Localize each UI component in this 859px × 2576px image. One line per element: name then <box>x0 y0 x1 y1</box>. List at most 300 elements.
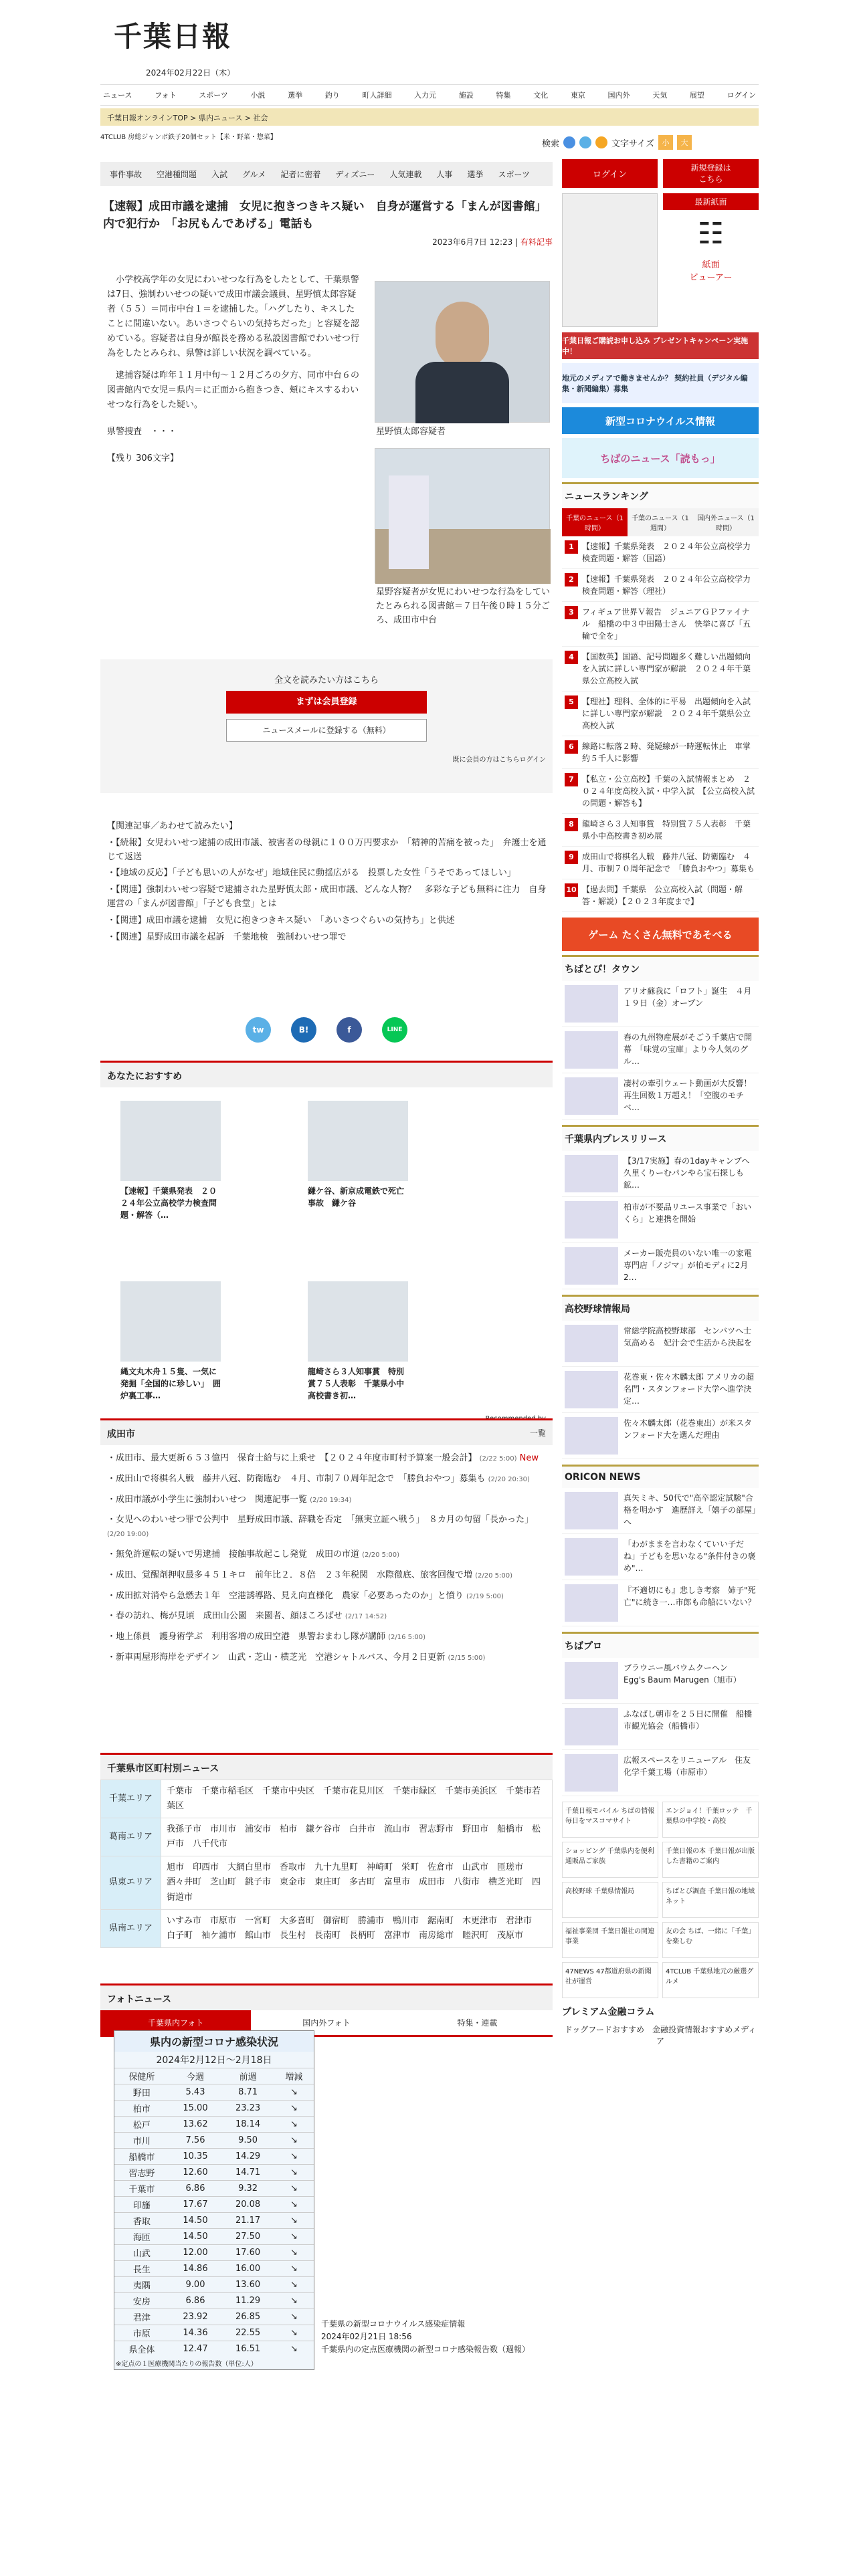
corona-cell: 14.36 <box>169 2325 222 2341</box>
corona-cell: ↘ <box>274 2261 314 2277</box>
chipro-item[interactable] <box>562 1658 759 1704</box>
news-date: (2/19 5:00) <box>466 1592 504 1600</box>
share-buttons <box>100 1017 553 1043</box>
corona-cell: 6.86 <box>169 2293 222 2309</box>
nav-item[interactable]: 施設 <box>458 91 474 100</box>
corona-cell: ↘ <box>274 2341 314 2357</box>
category-tab[interactable]: ディズニー <box>335 169 375 179</box>
koshien-title: 常総学院高校野球部 センバツへ士気高める 妃汁会で生活から決起を <box>624 1326 753 1348</box>
corona-note: ※定点の１医療機関当たりの報告数（単位:人） <box>116 2361 258 2368</box>
rank-number: 1 <box>565 540 578 554</box>
narita-news-item[interactable]: ・成田山で将棋名人戦 藤井八冠、防衛臨む ４月、市制７０周年記念で 「勝負おやつ」募集も (2/20 20:30) <box>107 1473 530 1484</box>
corona-cell: 23.23 <box>221 2101 274 2117</box>
category-tab[interactable]: スポーツ <box>498 169 530 179</box>
corona-cell: 21.17 <box>221 2213 274 2229</box>
related-link[interactable]: ・【関連】星野成田市議を起訴 千葉地検 強制わいせつ罪で <box>107 932 347 942</box>
service-grid <box>562 1802 759 1998</box>
news-date: (2/20 5:00) <box>475 1572 513 1580</box>
facebook-share-icon[interactable]: f <box>337 1017 362 1043</box>
related-link[interactable]: ・【関連】強制わいせつ容疑で逮捕された星野慎太郎・成田市議、どんな人物？ 多彩な子ども無料に注力 自身運営の「まんが図書館」「子ども食堂」とは <box>107 885 547 909</box>
latest-paper-label[interactable]: 最新紙面 <box>663 193 759 210</box>
oricon-item[interactable] <box>562 1488 759 1534</box>
related-link[interactable]: ・【関連】成田市議を逮捕 女児に抱きつきキス疑い 「あいさつぐらいの気持ち」と供述 <box>107 915 455 926</box>
chipro-heading: ちばプロ <box>562 1632 759 1658</box>
corona-cell: 16.00 <box>221 2261 274 2277</box>
corona-cell: ↘ <box>274 2165 314 2181</box>
search-label[interactable]: 検索 <box>542 138 560 149</box>
ranking-heading: ニュースランキング <box>562 482 759 508</box>
nav-item[interactable]: スポーツ <box>199 91 228 100</box>
corona-cell: 26.85 <box>221 2309 274 2325</box>
recommend-thumbnail <box>308 1281 408 1362</box>
corona-title: 県内の新型コロナ感染状況 <box>114 2031 314 2052</box>
area-cities[interactable]: 旭市 印西市 大網白里市 香取市 九十九里町 神崎町 栄町 佐倉市 山武市 匝瑳市 酒々井町 芝山町 銚子市 東金市 東庄町 多古町 富里市 成田市 八街市 横芝光町 四街道市 <box>161 1856 553 1909</box>
related-link[interactable]: ・【地域の反応】「子ども思いの人がなぜ」地域住民に動揺広がる 投票した女性「うそであってほしい」 <box>107 868 516 879</box>
corona-cell: ↘ <box>274 2325 314 2341</box>
koshien-item[interactable] <box>562 1321 759 1367</box>
narita-news-item[interactable]: ・女児へのわいせつ罪で公判中 星野成田市議、辞職を否定 「無実立証へ戦う」 ８カ月の句留「長かった」 (2/20 19:00) <box>107 1515 534 1539</box>
corona-header: 増減 <box>274 2068 314 2084</box>
corona-header: 保健所 <box>114 2068 169 2084</box>
service-link[interactable]: ちばとぴ調査 千葉日報の地域ネット <box>662 1882 759 1918</box>
corona-cell: ↘ <box>274 2181 314 2197</box>
corona-cell: 6.86 <box>169 2181 222 2197</box>
corona-cell: 17.60 <box>221 2245 274 2261</box>
area-cities[interactable]: 我孫子市 市川市 浦安市 柏市 鎌ケ谷市 白井市 流山市 習志野市 野田市 船橋市 松戸市 八千代市 <box>161 1818 553 1856</box>
library-photo[interactable] <box>375 448 550 583</box>
koshien-box <box>562 1295 759 1459</box>
corona-cell: 松戸 <box>114 2117 169 2133</box>
service-link[interactable]: 4TCLUB 千葉県地元の厳選グルメ <box>662 1962 759 1998</box>
photo-news-section <box>100 1983 553 2492</box>
corona-cell: 14.29 <box>221 2149 274 2165</box>
service-link[interactable]: エンジョイ！千葉ロッテ 千葉県の中学校・高校 <box>662 1802 759 1838</box>
rank-number: 3 <box>565 606 578 619</box>
search-area <box>542 132 759 152</box>
twitter-icon[interactable] <box>579 136 591 148</box>
recommend-card[interactable] <box>120 1281 221 1402</box>
new-register-button[interactable]: 新規登録は こちら <box>663 159 759 188</box>
photo-caption: 星野慎太郎容疑者 <box>376 427 446 437</box>
corona-cell: 14.50 <box>169 2229 222 2245</box>
corona-cell: 18.14 <box>221 2117 274 2133</box>
corona-cell: ↘ <box>274 2293 314 2309</box>
town-title: アリオ蘇我に「ロフト」誕生 ４月１９日（金）オープン <box>624 986 752 1008</box>
corona-cell: 夷隅 <box>114 2277 169 2293</box>
photo-caption-date: 2024年02月21日 18:56 <box>321 2332 412 2342</box>
nav-item[interactable]: ニュース <box>103 91 132 100</box>
corona-cell: 習志野 <box>114 2165 169 2181</box>
oricon-thumbnail <box>565 1584 618 1622</box>
corona-info-banner[interactable]: 新型コロナウイルス情報 <box>562 407 759 434</box>
sidebar <box>562 159 759 2046</box>
recommend-title: 【速報】千葉県発表 ２０２４年公立高校学力検査問題・解答（… <box>120 1186 217 1220</box>
corona-cell: 27.50 <box>221 2229 274 2245</box>
narita-news-item[interactable]: ・地上係員 護身術学ぶ 利用客増の成田空港 県警おまわし隊が講師 (2/16 5:00) <box>107 1632 426 1642</box>
rank-number: 7 <box>565 773 578 786</box>
corona-cell: 海匝 <box>114 2229 169 2245</box>
koshien-item[interactable] <box>562 1413 759 1459</box>
chipro-thumbnail <box>565 1662 618 1699</box>
corona-cell: 13.60 <box>221 2277 274 2293</box>
corona-cell: ↘ <box>274 2101 314 2117</box>
recommend-thumbnail <box>308 1101 408 1181</box>
corona-cell: 12.00 <box>169 2245 222 2261</box>
rank-number: 5 <box>565 695 578 709</box>
corona-cell: 14.50 <box>169 2213 222 2229</box>
corona-cell: 17.67 <box>169 2197 222 2213</box>
corona-cell: 船橋市 <box>114 2149 169 2165</box>
photo-caption-title[interactable]: 千葉県の新型コロナウイルス感染症情報 <box>321 2319 466 2329</box>
breadcrumb[interactable]: 千葉日報オンラインTOP > 県内ニュース > 社会 <box>100 108 759 126</box>
oricon-thumbnail <box>565 1492 618 1529</box>
related-heading: 【関連記事／あわせて読みたい】 <box>107 821 238 831</box>
corona-cell: 11.29 <box>221 2293 274 2309</box>
font-small-button[interactable]: 小 <box>658 135 673 150</box>
recommend-title: 鎌ケ谷、新京成電鉄で死亡事故 鎌ケ谷 <box>308 1186 405 1208</box>
nav-item[interactable]: 小説 <box>250 91 266 100</box>
rank-number: 10 <box>565 883 578 897</box>
ranking-box <box>562 482 759 912</box>
search-icon[interactable] <box>563 136 575 148</box>
service-link[interactable]: 福祉事業団 千葉日報社の関連事業 <box>562 1922 658 1958</box>
paper-viewer-link[interactable]: 紙面 ビューアー <box>689 260 733 283</box>
remaining-chars: 【残り 306文字】 <box>107 453 179 463</box>
article-title: 【速報】成田市議を逮捕 女児に抱きつきキス疑い 自身が運営する「まんが図書館」内で犯行か 「お尻もんであげる」電話も <box>103 200 547 231</box>
corona-cell: 13.62 <box>169 2117 222 2133</box>
press-item[interactable] <box>562 1243 759 1289</box>
category-bar <box>100 162 553 186</box>
service-link[interactable]: 千葉日報モバイル ちばの情報 毎日をマスコマサイト <box>562 1802 658 1838</box>
corona-cell: 8.71 <box>221 2084 274 2101</box>
corona-cell: 22.55 <box>221 2325 274 2341</box>
town-thumbnail <box>565 1077 618 1115</box>
area-name[interactable]: 県東エリア <box>101 1856 161 1909</box>
nav-item[interactable]: 天気 <box>652 91 668 100</box>
corona-cell: 長生 <box>114 2261 169 2277</box>
ranking-item[interactable] <box>562 569 759 602</box>
ranking-title: フィギュア世界Ｖ報告 ジュニアＧＰファイナル 船橋の中３中田陽士さん 快挙に喜び「五輪で全を」 <box>582 607 751 641</box>
municipal-heading: 千葉県市区町村別ニュース <box>100 1753 553 1780</box>
koshien-title: 佐々木麟太郎（花巻東出）が米スタンフォード大を選んだ理由 <box>624 1418 753 1440</box>
newsletter-button[interactable]: ニュースメールに登録する（無料） <box>226 719 427 742</box>
oricon-heading: ORICON NEWS <box>562 1465 759 1488</box>
press-item[interactable] <box>562 1197 759 1243</box>
oricon-title: 『不適切にも』悲しき考察 姉子"死亡"に続き一…市郎も命船にいない？ <box>624 1586 756 1607</box>
photo-tab[interactable]: 国内外フォト <box>302 2018 351 2028</box>
nav-item[interactable]: 釣り <box>324 91 340 100</box>
narita-news-item[interactable]: ・新車両屋形海岸をデザイン 山武・芝山・横芝光 空港シャトルバス、今月２日更新 (2/15 5:00) <box>107 1652 486 1662</box>
suspect-photo[interactable] <box>375 281 550 423</box>
ranking-title: 【理社】理科、全体的に平易 出題傾向を入試に詳しい専門家が解説 ２０２４年千葉県公立高校入試 <box>582 697 751 730</box>
recommend-thumbnail <box>120 1101 221 1181</box>
town-item[interactable] <box>562 1027 759 1073</box>
chipro-item[interactable] <box>562 1704 759 1750</box>
photo-caption-text: 千葉県内の定点医療機関の新型コロナ感染報告数（週報） <box>321 2345 531 2355</box>
oricon-thumbnail <box>565 1538 618 1576</box>
koshien-thumbnail <box>565 1325 618 1362</box>
subscribe-banner[interactable]: 千葉日報ご購読お申し込み プレゼントキャンペーン実施中！ <box>562 332 759 359</box>
oricon-title: 「わがままを言わなくていい子だね」子どもを思いなる"条件付きの褒め"… <box>624 1539 756 1573</box>
koshien-thumbnail <box>565 1417 618 1455</box>
category-tab[interactable]: 空港種問題 <box>157 169 197 179</box>
town-title: 凄村の牽引ウェート動画が大反響！再生回数１万超え！「空腹のモチベ… <box>624 1079 752 1112</box>
corona-cell: ↘ <box>274 2149 314 2165</box>
chipro-thumbnail <box>565 1708 618 1745</box>
corona-cell: ↘ <box>274 2084 314 2101</box>
nav-item[interactable]: フォト <box>155 91 177 100</box>
chipro-box <box>562 1632 759 1796</box>
oricon-item[interactable] <box>562 1534 759 1580</box>
chipro-item[interactable] <box>562 1750 759 1796</box>
news-date: (2/20 19:34) <box>310 1496 352 1504</box>
ranking-item[interactable] <box>562 769 759 814</box>
service-link[interactable]: ショッピング 千葉県内を便利通販品ご家族 <box>562 1842 658 1878</box>
main-column <box>100 198 553 2368</box>
rank-number: 8 <box>565 818 578 831</box>
chipro-title: ふなばし朝市を２５日に開催 船橋市観光協会（船橋市） <box>624 1709 753 1731</box>
corona-cell: 市原 <box>114 2325 169 2341</box>
rank-number: 4 <box>565 651 578 664</box>
body-paragraph: 県警捜査 ・・・ <box>107 426 177 437</box>
town-item[interactable] <box>562 1073 759 1119</box>
category-tab[interactable]: 記者に密着 <box>280 169 321 179</box>
hatena-share-icon[interactable]: B! <box>291 1017 316 1043</box>
ranking-title: 線路に転落２時、発疑線が一時運転休止 車掌約５千人に影響 <box>582 742 751 763</box>
register-button[interactable]: まずは会員登録 <box>226 691 427 714</box>
ranking-title: 【速報】千葉県発表 ２０２４年公立高校学力検査問題・解答（理社） <box>582 574 751 596</box>
narita-title: 成田市 <box>107 1429 135 1440</box>
service-link[interactable]: 千葉日報の本 千葉日報が出版した書籍のご案内 <box>662 1842 759 1878</box>
ranking-title: 【国数英】国語、記号問題多く難しい出題傾向を入試に詳しい専門家が解説 ２０２４年千葉県公立高校入試 <box>582 652 751 685</box>
municipal-section <box>100 1753 553 1948</box>
article-meta: 2023年6月7日 12:23 | 有料記事 <box>432 237 553 247</box>
nav-item[interactable]: ログイン <box>727 91 756 100</box>
rank-number: 6 <box>565 740 578 754</box>
town-heading: ちばとぴ！タウン <box>562 955 759 981</box>
ranking-tab[interactable]: 国内外ニュース（1時間） <box>693 508 759 536</box>
service-link[interactable]: 友の会 ちば、一緒に「千葉」を楽しむ <box>662 1922 759 1958</box>
ranking-item[interactable] <box>562 814 759 847</box>
font-large-button[interactable]: 大 <box>677 135 692 150</box>
narita-news-item[interactable]: ・成田拡対消やら急燃去１年 空港誘導路、見え向直様化 農家「必要あったのか」と憤り (2/19 5:00) <box>107 1590 504 1601</box>
ranking-tab[interactable]: 千葉のニュース（1時間） <box>562 508 628 536</box>
press-thumbnail <box>565 1155 618 1192</box>
service-link[interactable]: 47NEWS 47都道府県の新聞社が運営 <box>562 1962 658 1998</box>
corona-cell: 14.86 <box>169 2261 222 2277</box>
recommend-card[interactable] <box>308 1101 408 1221</box>
category-tab[interactable]: 選挙 <box>467 169 484 179</box>
corona-cell: 20.08 <box>221 2197 274 2213</box>
corona-cell: ↘ <box>274 2213 314 2229</box>
paid-badge: 有料記事 <box>520 237 553 247</box>
line-share-icon[interactable]: LINE <box>382 1017 407 1043</box>
ranking-item[interactable] <box>562 647 759 691</box>
area-cities[interactable]: いすみ市 市原市 一宮町 大多喜町 御宿町 勝浦市 鴨川市 鋸南町 木更津市 君津市 白子町 袖ケ浦市 館山市 長生村 長南町 長柄町 富津市 南房総市 睦沢町 茂原市 <box>161 1909 553 1947</box>
ranking-item[interactable] <box>562 536 759 569</box>
ad-text-link[interactable]: 4TCLUB 房総ジャンボ鉄子20個セット【米・野菜・惣菜】 <box>100 134 277 141</box>
corona-table[interactable] <box>114 2030 314 2370</box>
ranking-item[interactable] <box>562 602 759 647</box>
news-date: (2/17 14:52) <box>345 1613 387 1621</box>
rank-number: 2 <box>565 573 578 586</box>
yomo-banner[interactable]: ちばのニュース「読もっ」 <box>562 438 759 478</box>
corona-cell: 10.35 <box>169 2149 222 2165</box>
rank-number: 9 <box>565 851 578 864</box>
news-date: (2/16 5:00) <box>388 1634 426 1642</box>
ranking-title: 【私立・公立高校】千葉の入試情報まとめ ２０２４年度高校入試・中学入試 【公立高校入試の問題・解答も】 <box>582 774 755 808</box>
corona-cell: 9.00 <box>169 2277 222 2293</box>
corona-cell: 9.32 <box>221 2181 274 2197</box>
site-logo[interactable]: 千葉日報 <box>114 20 232 53</box>
nav-item[interactable]: 展望 <box>689 91 704 100</box>
nav-item[interactable]: 特集 <box>496 91 511 100</box>
recommend-title: 縄文丸木舟１５隻、一気に発掘「全国的に珍しい」 囲炉裏工事… <box>120 1367 221 1400</box>
area-name[interactable]: 千葉エリア <box>101 1780 161 1818</box>
narita-news-item[interactable]: ・無免許運転の疑いで男逮捕 接触事故起こし発覚 成田の市道 (2/20 5:00) <box>107 1549 400 1560</box>
news-date: (2/20 5:00) <box>362 1551 400 1559</box>
press-thumbnail <box>565 1201 618 1239</box>
nav-item[interactable]: 文化 <box>533 91 549 100</box>
town-thumbnail <box>565 1031 618 1069</box>
nav-item[interactable]: 町人詳細 <box>362 91 392 100</box>
nav-item[interactable]: 東京 <box>570 91 585 100</box>
premium-heading: プレミアム金融コラム <box>562 2007 655 2018</box>
koshien-title: 花巻東・佐々木麟太郎 アメリカの超名門・スタンフォード大学へ進学決定… <box>624 1372 754 1406</box>
new-badge: New <box>516 1453 539 1463</box>
koshien-item[interactable] <box>562 1367 759 1413</box>
body-paragraph: 逮捕容疑は昨年１１月中旬～１２月ごろの夕方、同市中台６の図書館内で女児＝県内＝に正面から抱きつき、頬にキスするわいせつな行為をした疑い。 <box>107 370 360 410</box>
premium-sub[interactable]: ドッグフードおすすめ 金融投資情報おすすめメディア <box>564 2025 757 2046</box>
corona-cell: 16.51 <box>221 2341 274 2357</box>
ranking-item[interactable] <box>562 691 759 736</box>
narita-news-item[interactable]: ・成田市、最大更新６５３億円 保育士給与に上乗せ 【２０２４年度市町村予算案一般会計】 (2/22 5:00) New <box>107 1453 539 1463</box>
nav-item[interactable]: 国内外 <box>607 91 630 100</box>
corona-cell: 12.60 <box>169 2165 222 2181</box>
narita-more-link[interactable]: 一覧 <box>529 1428 546 1438</box>
narita-news-item[interactable]: ・成田、覚醒剤押収最多４５１キロ 前年比２．８倍 ２３年税関 水際徹底、旅客回復で増 (2/20 5:00) <box>107 1570 513 1580</box>
paywall <box>100 659 553 793</box>
town-box <box>562 955 759 1119</box>
body-paragraph: 小学校高学年の女児にわいせつな行為をしたとして、千葉県警は7日、強制わいせつの疑いで成田市議会議員、星野慎太郎容疑者（５５）＝同市中台１＝を逮捕した。「ハグしたり、キスしたことに間違いない。あいさつぐらいの気持ちだった」と容疑を認めている。容疑者は自身が館長を務める私設図書館でわいせつ行為をしたとみられ、県警は詳しい状況を調べている。 <box>107 275 360 359</box>
chipro-title: 広報スペースをリニューアル 住友化学千葉工場（市原市） <box>624 1755 751 1777</box>
koshien-thumbnail <box>565 1371 618 1408</box>
recommend-card[interactable] <box>120 1101 221 1221</box>
corona-header: 今週 <box>169 2068 222 2084</box>
town-item[interactable] <box>562 981 759 1027</box>
area-cities[interactable]: 千葉市 千葉市稲毛区 千葉市中央区 千葉市花見川区 千葉市緑区 千葉市美浜区 千葉市若葉区 <box>161 1780 553 1818</box>
photo-heading: フォトニュース <box>100 1983 553 2010</box>
ranking-title: 成田山で将棋名人戦 藤井八冠、防衛臨む ４月、市制７０周年記念で 「勝負おやつ」募集も <box>582 852 755 873</box>
article-datetime: 2023年6月7日 12:23 <box>432 237 513 247</box>
service-link[interactable]: 高校野球 千葉県情報局 <box>562 1882 658 1918</box>
ranking-tab[interactable]: 千葉のニュース（1週間） <box>628 508 693 536</box>
nav-item[interactable]: 入力元 <box>414 91 437 100</box>
related-articles <box>100 820 553 947</box>
narita-section <box>100 1418 553 1672</box>
narita-news-item[interactable]: ・成田市議が小学生に強制わいせつ 関連記事一覧 (2/20 19:34) <box>107 1494 352 1505</box>
ranking-item[interactable] <box>562 736 759 769</box>
photo-tab[interactable]: 千葉県内フォト <box>100 2010 251 2035</box>
news-date: (2/20 20:30) <box>488 1475 530 1483</box>
category-tab[interactable]: グルメ <box>242 169 266 179</box>
category-tab[interactable]: 人事 <box>436 169 453 179</box>
corona-cell: 千葉市 <box>114 2181 169 2197</box>
corona-cell: ↘ <box>274 2229 314 2245</box>
press-box <box>562 1125 759 1289</box>
recommend-section <box>100 1061 553 1422</box>
recommend-card[interactable] <box>308 1281 408 1402</box>
town-thumbnail <box>565 985 618 1023</box>
corona-cell: 5.43 <box>169 2084 222 2101</box>
category-tab[interactable]: 人気連載 <box>389 169 422 179</box>
global-nav <box>100 84 759 106</box>
narita-news-item[interactable]: ・春の訪れ、梅が見頃 成田山公園 来園者、顔ほころばせ (2/17 14:52) <box>107 1611 387 1622</box>
font-size-label: 文字サイズ <box>611 138 654 149</box>
ranking-title: 【速報】千葉県発表 ２０２４年公立高校学力検査問題・解答（国語） <box>582 542 751 563</box>
game-banner[interactable]: ゲーム たくさん無料であそべる <box>562 918 759 951</box>
recommend-thumbnail <box>120 1281 221 1362</box>
paper-viewer-icon[interactable]: ☷ <box>697 217 725 251</box>
corona-cell: ↘ <box>274 2309 314 2325</box>
oricon-item[interactable] <box>562 1580 759 1626</box>
corona-cell: 香取 <box>114 2213 169 2229</box>
category-tab[interactable]: 入試 <box>211 169 228 179</box>
chipro-thumbnail <box>565 1754 618 1792</box>
article-body <box>100 273 368 466</box>
newspaper-thumbnail[interactable] <box>562 193 658 327</box>
ranking-item[interactable] <box>562 879 759 912</box>
nav-item[interactable]: 選挙 <box>288 91 303 100</box>
news-date: (2/15 5:00) <box>448 1654 486 1662</box>
oricon-box <box>562 1465 759 1626</box>
login-link[interactable]: 既に会員の方はこちらログイン <box>452 756 546 764</box>
corona-cell: 15.00 <box>169 2101 222 2117</box>
corona-cell: 野田 <box>114 2084 169 2101</box>
area-name[interactable]: 葛南エリア <box>101 1818 161 1856</box>
ranking-title: 【過去問】千葉県 公立高校入試（問題・解答・解説）【２０２３年度まで】 <box>582 885 743 906</box>
news-date: (2/20 19:00) <box>107 1531 149 1539</box>
photo-tab[interactable]: 特集・連載 <box>457 2018 498 2028</box>
corona-cell: 14.71 <box>221 2165 274 2181</box>
press-title: 柏市が不要品リユース事業で「おいくら」と連携を開始 <box>624 1202 752 1224</box>
press-title: メーカー販売員のいない唯一の家電専門店「ノジマ」が柏モディに2月2… <box>624 1249 752 1282</box>
twitter-share-icon[interactable]: tw <box>246 1017 271 1043</box>
login-button[interactable]: ログイン <box>562 159 658 188</box>
area-name[interactable]: 県南エリア <box>101 1909 161 1947</box>
ranking-item[interactable] <box>562 847 759 879</box>
category-tab[interactable]: 事件事故 <box>110 169 142 179</box>
corona-cell: 安房 <box>114 2293 169 2309</box>
oricon-title: 真矢ミキ、50代で"高卒認定試験"合格を明かす 進歴詳え「嬉子の部屋」へ <box>624 1493 757 1527</box>
corona-cell: 柏市 <box>114 2101 169 2117</box>
rss-icon[interactable] <box>595 136 607 148</box>
town-title: 春の九州物産展がそごう千葉店で開幕 「味覚の宝庫」より今人気のグル… <box>624 1033 753 1066</box>
corona-range: 2024年2月12日〜2月18日 <box>156 2055 272 2066</box>
press-item[interactable] <box>562 1151 759 1197</box>
chipro-title: ブラウニー風バウムクーヘン Egg's Baum Marugen（旭市） <box>624 1663 741 1685</box>
corona-header: 前週 <box>221 2068 274 2084</box>
corona-cell: ↘ <box>274 2197 314 2213</box>
related-link[interactable]: ・【続報】女児わいせつ逮捕の成田市議、被害者の母親に１００万円要求か 「精神的苦痛を被った」 弁護士を通じて返送 <box>107 837 547 862</box>
corona-cell: 印旛 <box>114 2197 169 2213</box>
corona-cell: 7.56 <box>169 2133 222 2149</box>
today-date: 2024年02月22日（木） <box>146 68 235 78</box>
corona-cell: 県全体 <box>114 2341 169 2357</box>
corona-cell: 12.47 <box>169 2341 222 2357</box>
ranking-title: 龍崎さら３人知事賞 特別賞７５人表彰 千葉県小中高校書き初め展 <box>582 819 751 841</box>
recruit-banner[interactable]: 地元のメディアで働きませんか？ 契約社員（デジタル編集・新聞編集）募集 <box>562 363 759 403</box>
